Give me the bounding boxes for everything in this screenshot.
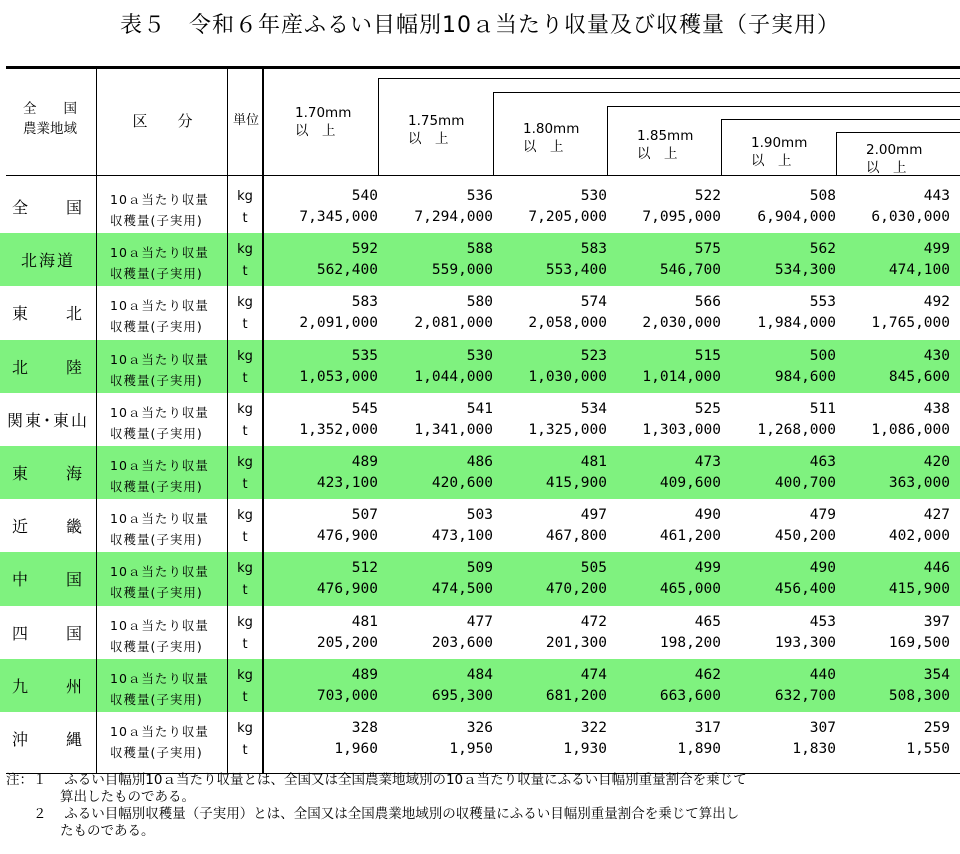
yield-value: 481	[580, 454, 607, 470]
region-name: 沖 縄	[11, 730, 84, 749]
harvest-label: 収穫量(子実用)	[110, 213, 203, 228]
harvest-value: 476,900	[316, 581, 378, 598]
unit-t: t	[242, 264, 248, 280]
harvest-value: 1,765,000	[871, 315, 950, 332]
yield-value: 583	[580, 241, 607, 258]
harvest-value: 1,030,000	[528, 368, 607, 385]
yield-value: 484	[466, 666, 493, 683]
region-name: 北海道	[20, 251, 75, 271]
yield-value: 259	[923, 720, 950, 736]
header-step-divider	[493, 92, 494, 175]
unit-kg: kg	[237, 614, 253, 630]
yield-value: 575	[694, 241, 721, 258]
harvest-value: 205,200	[316, 634, 378, 651]
header-region-label: 全 国	[23, 101, 77, 117]
harvest-value: 562,400	[316, 262, 378, 279]
yield-value: 534	[580, 400, 607, 417]
col-divider	[262, 66, 264, 773]
footnote-line: 算出したものである。	[6, 789, 195, 805]
yield-value: 472	[580, 613, 607, 630]
harvest-value: 2,081,000	[414, 315, 493, 332]
yield-value: 509	[466, 560, 493, 577]
header-size-ijou-0: 以 上	[295, 123, 336, 139]
yield-value: 508	[809, 188, 836, 204]
header-unit-label: 単位	[232, 113, 259, 128]
yield-value: 511	[809, 400, 836, 417]
unit-kg: kg	[237, 721, 253, 736]
unit-kg: kg	[237, 508, 253, 524]
yield-value: 438	[923, 400, 950, 417]
yield-value: 479	[809, 507, 836, 524]
unit-t: t	[242, 530, 248, 546]
harvest-value: 476,900	[316, 528, 378, 545]
yield-value: 489	[351, 666, 378, 683]
yield-label: 10ａ当たり収量	[110, 298, 209, 314]
region-name: 中 国	[11, 570, 84, 590]
harvest-value: 984,600	[774, 368, 836, 385]
unit-t: t	[242, 317, 248, 333]
yield-value: 499	[694, 560, 721, 577]
harvest-value: 559,000	[431, 262, 493, 279]
yield-value: 427	[923, 507, 950, 524]
yield-label: 10ａ当たり収量	[110, 670, 209, 686]
region-name: 全 国	[11, 198, 84, 217]
footnote-line: たものである。	[6, 823, 155, 839]
table-title: 表５ 令和６年産ふるい目幅別10ａ当たり収量及び収穫量（子実用）	[120, 13, 840, 38]
unit-kg: kg	[237, 561, 253, 577]
header-step-rule	[607, 106, 960, 107]
yield-label: 10ａ当たり収量	[110, 458, 209, 473]
yield-value: 512	[351, 560, 378, 577]
yield-value: 489	[351, 454, 378, 470]
yield-value: 317	[694, 720, 721, 736]
header-step-rule	[493, 92, 960, 93]
unit-t: t	[242, 743, 248, 758]
yield-value: 326	[466, 720, 493, 736]
harvest-label: 収穫量(子実用)	[110, 638, 203, 654]
harvest-value: 473,100	[431, 528, 493, 545]
yield-label: 10ａ当たり収量	[110, 245, 209, 261]
harvest-value: 7,294,000	[414, 209, 493, 225]
yield-value: 473	[694, 454, 721, 470]
harvest-value: 845,600	[888, 368, 950, 385]
harvest-value: 6,904,000	[757, 209, 836, 225]
unit-t: t	[242, 423, 248, 439]
header-size-3: 1.85mm	[637, 128, 694, 144]
harvest-value: 198,200	[659, 634, 721, 651]
header-step-rule	[378, 78, 960, 79]
harvest-value: 1,830	[792, 741, 836, 757]
harvest-value: 7,205,000	[528, 209, 607, 225]
harvest-label: 収穫量(子実用)	[110, 479, 203, 494]
header-step-divider	[721, 119, 722, 175]
yield-value: 443	[923, 188, 950, 204]
region-name: 北 陸	[11, 357, 84, 377]
yield-label: 10ａ当たり収量	[110, 192, 209, 207]
yield-value: 322	[580, 720, 607, 736]
yield-value: 328	[351, 720, 378, 736]
unit-t: t	[242, 370, 248, 386]
harvest-value: 465,000	[659, 581, 721, 598]
yield-value: 462	[694, 666, 721, 683]
yield-value: 530	[580, 188, 607, 204]
harvest-value: 423,100	[316, 475, 378, 491]
yield-value: 580	[466, 294, 493, 311]
table-top-rule	[6, 66, 960, 69]
header-kubun-label: 区 分	[132, 112, 193, 130]
harvest-value: 632,700	[774, 687, 836, 704]
harvest-label: 収穫量(子実用)	[110, 372, 203, 388]
unit-t: t	[242, 636, 248, 652]
unit-t: t	[242, 689, 248, 705]
harvest-value: 7,095,000	[642, 209, 721, 225]
harvest-value: 363,000	[888, 475, 950, 491]
header-size-2: 1.80mm	[523, 121, 580, 137]
harvest-value: 546,700	[659, 262, 721, 279]
harvest-value: 663,600	[659, 687, 721, 704]
yield-value: 463	[809, 454, 836, 470]
harvest-value: 1,341,000	[414, 421, 493, 438]
yield-value: 505	[580, 560, 607, 577]
region-name: 関東･東山	[6, 410, 89, 430]
yield-value: 530	[466, 347, 493, 364]
yield-value: 497	[580, 507, 607, 524]
yield-value: 465	[694, 613, 721, 630]
harvest-value: 1,960	[334, 741, 378, 757]
unit-kg: kg	[237, 295, 253, 311]
yield-value: 440	[809, 666, 836, 683]
footnote-line: 注：１ ふるい目幅別10ａ当たり収量とは、全国又は全国農業地域別の10ａ当たり収量にふるい目幅別重量割合を乗じて	[6, 772, 747, 788]
yield-value: 566	[694, 294, 721, 311]
yield-label: 10ａ当たり収量	[110, 351, 209, 367]
harvest-value: 461,200	[659, 528, 721, 545]
yield-value: 474	[580, 666, 607, 683]
yield-label: 10ａ当たり収量	[110, 724, 209, 739]
yield-value: 477	[466, 613, 493, 630]
region-name: 四 国	[11, 623, 84, 643]
harvest-value: 1,086,000	[871, 421, 950, 438]
header-size-1: 1.75mm	[408, 113, 465, 129]
harvest-value: 553,400	[545, 262, 607, 279]
harvest-value: 2,030,000	[642, 315, 721, 332]
yield-value: 503	[466, 507, 493, 524]
header-step-divider	[836, 132, 837, 175]
yield-value: 545	[351, 400, 378, 417]
harvest-value: 6,030,000	[871, 209, 950, 225]
yield-label: 10ａ当たり収量	[110, 511, 209, 527]
header-region-label-2: 農業地域	[23, 121, 77, 137]
yield-value: 515	[694, 347, 721, 364]
yield-value: 588	[466, 241, 493, 258]
header-size-ijou-2: 以 上	[523, 139, 564, 155]
yield-label: 10ａ当たり収量	[110, 617, 209, 633]
yield-value: 522	[694, 188, 721, 204]
yield-value: 490	[694, 507, 721, 524]
harvest-value: 193,300	[774, 634, 836, 651]
unit-t: t	[242, 583, 248, 599]
region-name: 九 州	[11, 676, 84, 696]
yield-value: 562	[809, 241, 836, 258]
header-size-ijou-5: 以 上	[866, 160, 907, 176]
yield-value: 490	[809, 560, 836, 577]
yield-value: 536	[466, 188, 493, 204]
harvest-value: 703,000	[316, 687, 378, 704]
harvest-value: 415,900	[545, 475, 607, 491]
header-bottom-rule	[6, 175, 960, 176]
harvest-label: 収穫量(子実用)	[110, 532, 203, 548]
yield-value: 446	[923, 560, 950, 577]
unit-t: t	[242, 477, 248, 492]
harvest-value: 1,303,000	[642, 421, 721, 438]
harvest-label: 収穫量(子実用)	[110, 585, 203, 601]
harvest-label: 収穫量(子実用)	[110, 266, 203, 282]
harvest-value: 1,325,000	[528, 421, 607, 438]
harvest-value: 1,268,000	[757, 421, 836, 438]
unit-kg: kg	[237, 455, 253, 470]
harvest-value: 450,200	[774, 528, 836, 545]
yield-value: 535	[351, 347, 378, 364]
yield-value: 453	[809, 613, 836, 630]
region-name: 東 北	[11, 304, 84, 324]
header-size-5: 2.00mm	[866, 142, 923, 158]
yield-value: 492	[923, 294, 950, 311]
harvest-value: 420,600	[431, 475, 493, 491]
harvest-label: 収穫量(子実用)	[110, 745, 203, 760]
col-divider	[96, 66, 97, 773]
unit-kg: kg	[237, 242, 253, 258]
yield-label: 10ａ当たり収量	[110, 404, 209, 420]
harvest-value: 201,300	[545, 634, 607, 651]
harvest-value: 203,600	[431, 634, 493, 651]
harvest-value: 1,890	[677, 741, 721, 757]
harvest-value: 409,600	[659, 475, 721, 491]
yield-value: 540	[351, 188, 378, 204]
footnotes	[6, 772, 747, 840]
yield-value: 507	[351, 507, 378, 524]
harvest-value: 1,014,000	[642, 368, 721, 385]
harvest-value: 402,000	[888, 528, 950, 545]
harvest-value: 1,550	[906, 741, 950, 757]
yield-value: 499	[923, 241, 950, 258]
yield-value: 430	[923, 347, 950, 364]
harvest-value: 681,200	[545, 687, 607, 704]
harvest-value: 1,930	[563, 741, 607, 757]
yield-value: 592	[351, 241, 378, 258]
footnote-line: ２ ふるい目幅別収穫量（子実用）とは、全国又は全国農業地域別の収穫量にふるい目幅別重量割合を乗じて算出し	[6, 806, 740, 822]
harvest-value: 534,300	[774, 262, 836, 279]
header-step-rule	[836, 132, 960, 133]
yield-value: 523	[580, 347, 607, 364]
header-step-divider	[607, 106, 608, 175]
harvest-value: 474,500	[431, 581, 493, 598]
yield-value: 541	[466, 400, 493, 417]
yield-value: 553	[809, 294, 836, 311]
harvest-value: 2,058,000	[528, 315, 607, 332]
header-size-0: 1.70mm	[295, 105, 352, 121]
harvest-value: 400,700	[774, 475, 836, 491]
region-name: 東 海	[11, 464, 84, 483]
harvest-value: 1,352,000	[299, 421, 378, 438]
yield-value: 486	[466, 454, 493, 470]
harvest-label: 収穫量(子実用)	[110, 319, 203, 335]
harvest-value: 1,044,000	[414, 368, 493, 385]
yield-value: 574	[580, 294, 607, 311]
header-step-divider	[378, 78, 379, 175]
harvest-value: 1,053,000	[299, 368, 378, 385]
harvest-value: 456,400	[774, 581, 836, 598]
harvest-value: 1,984,000	[757, 315, 836, 332]
harvest-value: 474,100	[888, 262, 950, 279]
header-size-4: 1.90mm	[751, 135, 808, 151]
unit-kg: kg	[237, 401, 253, 417]
yield-value: 500	[809, 347, 836, 364]
header-size-ijou-1: 以 上	[408, 131, 449, 147]
harvest-value: 169,500	[888, 634, 950, 651]
harvest-value: 2,091,000	[299, 315, 378, 332]
unit-kg: kg	[237, 189, 253, 204]
unit-kg: kg	[237, 348, 253, 364]
yield-label: 10ａ当たり収量	[110, 564, 209, 580]
yield-value: 583	[351, 294, 378, 311]
header-step-rule	[721, 119, 960, 120]
header-size-ijou-3: 以 上	[637, 146, 678, 162]
yield-value: 481	[351, 613, 378, 630]
harvest-value: 695,300	[431, 687, 493, 704]
unit-kg: kg	[237, 667, 253, 683]
harvest-value: 467,800	[545, 528, 607, 545]
yield-value: 354	[923, 666, 950, 683]
yield-value: 397	[923, 613, 950, 630]
harvest-value: 1,950	[449, 741, 493, 757]
harvest-value: 470,200	[545, 581, 607, 598]
yield-value: 307	[809, 720, 836, 736]
harvest-value: 508,300	[888, 687, 950, 704]
harvest-value: 7,345,000	[299, 209, 378, 225]
unit-t: t	[242, 211, 248, 226]
harvest-value: 415,900	[888, 581, 950, 598]
harvest-label: 収穫量(子実用)	[110, 691, 203, 707]
yield-value: 525	[694, 400, 721, 417]
header-size-ijou-4: 以 上	[751, 153, 792, 169]
region-name: 近 畿	[11, 517, 84, 537]
yield-value: 420	[923, 454, 950, 470]
harvest-label: 収穫量(子実用)	[110, 425, 203, 441]
